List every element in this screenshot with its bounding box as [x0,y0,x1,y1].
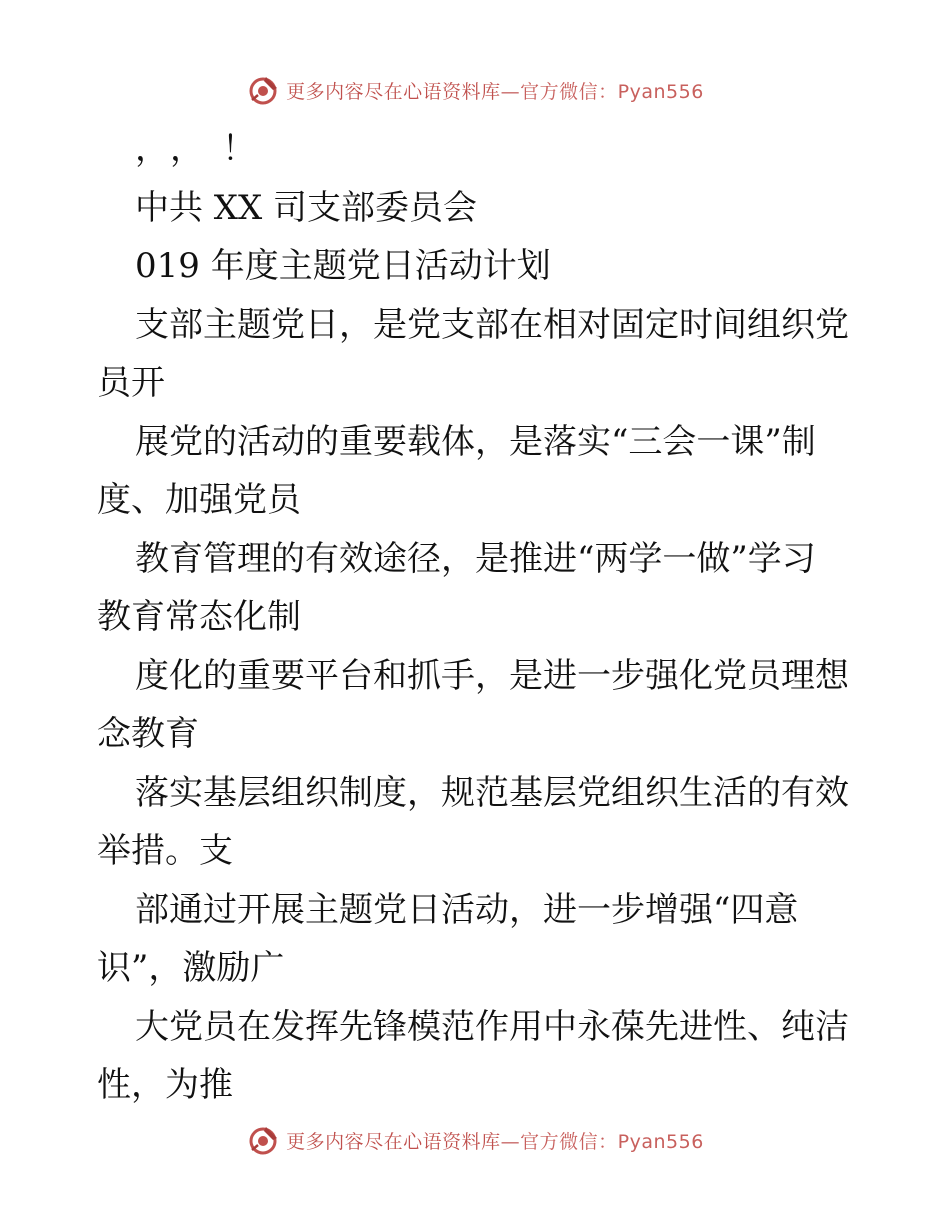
text-line: 中共 XX 司支部委员会 [135,187,478,228]
document-body [97,120,867,1115]
text-line: 019 年度主题党日活动计划 [135,246,551,286]
text-line: 部通过开展主题党日活动，进一步增强“四意 [135,889,799,930]
text-line: 大党员在发挥先锋模范作用中永葆先进性、纯洁 [135,1006,849,1047]
brand-logo-icon [246,1123,280,1157]
brand-logo-icon [246,73,280,107]
text-line: 度、加强党员 [97,480,301,520]
watermark-separator: — [500,80,521,103]
text-line: 性，为推 [97,1065,233,1105]
footer-watermark [0,1120,950,1160]
watermark-wechat: 官方微信：Pyan556 [520,1130,704,1153]
watermark-wechat: 官方微信：Pyan556 [520,80,704,103]
text-line: 落实基层组织制度，规范基层党组织生活的有效 [135,772,849,813]
watermark-brand: 更多内容尽在心语资料库 [286,1130,501,1153]
text-line: 度化的重要平台和抓手，是进一步强化党员理想 [135,655,849,696]
text-line: 教育常态化制 [97,597,301,637]
watermark-brand: 更多内容尽在心语资料库 [286,80,501,103]
text-line: 举措。支 [97,831,233,871]
text-line: ，，！ [135,129,274,169]
text-line: 识”，激励广 [97,948,285,988]
header-watermark [0,70,950,110]
text-line: 念教育 [97,714,199,754]
text-line: 员开 [97,363,165,403]
watermark-text [286,77,704,104]
watermark-text [286,1127,704,1154]
text-line: 支部主题党日，是党支部在相对固定时间组织党 [135,304,849,345]
text-line: 教育管理的有效途径，是推进“两学一做”学习 [135,538,816,579]
watermark-separator: — [500,1130,521,1153]
text-line: 展党的活动的重要载体，是落实“三会一课”制 [135,421,816,462]
